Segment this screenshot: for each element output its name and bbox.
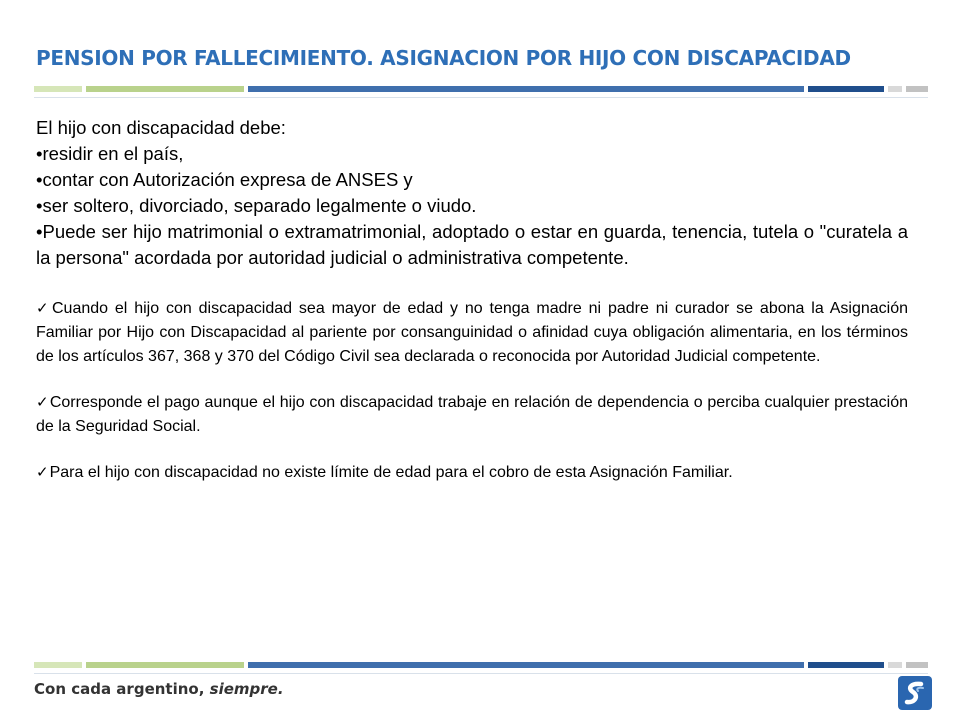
bottom-hairline — [34, 673, 928, 674]
top-color-band — [34, 86, 928, 92]
checkmark-icon: ✓ — [36, 394, 49, 411]
top-hairline — [34, 97, 928, 98]
bottom-color-band — [34, 662, 928, 668]
anses-logo-icon — [898, 676, 932, 710]
check-item-text: Corresponde el pago aunque el hijo con discapacidad trabaje en relación de dependencia o perciba cualquier prestación de la Seguridad Social. — [36, 394, 908, 435]
page-title: PENSION POR FALLECIMIENTO. ASIGNACION POR HIJO CON DISCAPACIDAD — [36, 46, 851, 70]
check-item-mayor-edad — [36, 297, 908, 369]
bullet-tipo-hijo: •Puede ser hijo matrimonial o extramatrimonial, adoptado o estar en guarda, tenencia, tutela o "curatela a la persona" acordada por autoridad judicial o administrativa competente. — [36, 221, 908, 268]
footer-slogan — [34, 680, 284, 698]
bullet-residir: •residir en el país, — [36, 143, 184, 164]
check-item-text: Cuando el hijo con discapacidad sea mayor de edad y no tenga madre ni padre ni curador se abona la Asignación Familiar por Hijo con Discapacidad al pariente por consanguinidad o afinidad cuya obligación alimentaria, en los términos de los artículos 367, 368 y 370 del Código Civil sea declarada o reconocida por Autoridad Judicial competente. — [36, 300, 908, 365]
main-content — [36, 115, 908, 485]
checkmark-icon: ✓ — [36, 464, 49, 481]
check-item-text: Para el hijo con discapacidad no existe límite de edad para el cobro de esta Asignación Familiar. — [49, 464, 733, 481]
intro-text: El hijo con discapacidad debe: — [36, 117, 286, 138]
bullet-autorizacion: •contar con Autorización expresa de ANSES y — [36, 169, 413, 190]
check-item-pago — [36, 391, 908, 439]
checkmark-icon: ✓ — [36, 300, 51, 317]
bullet-estado-civil: •ser soltero, divorciado, separado legalmente o viudo. — [36, 195, 477, 216]
slogan-main: Con cada argentino, — [34, 680, 210, 698]
check-item-limite-edad — [36, 461, 908, 485]
slogan-emphasis: siempre. — [209, 680, 284, 698]
